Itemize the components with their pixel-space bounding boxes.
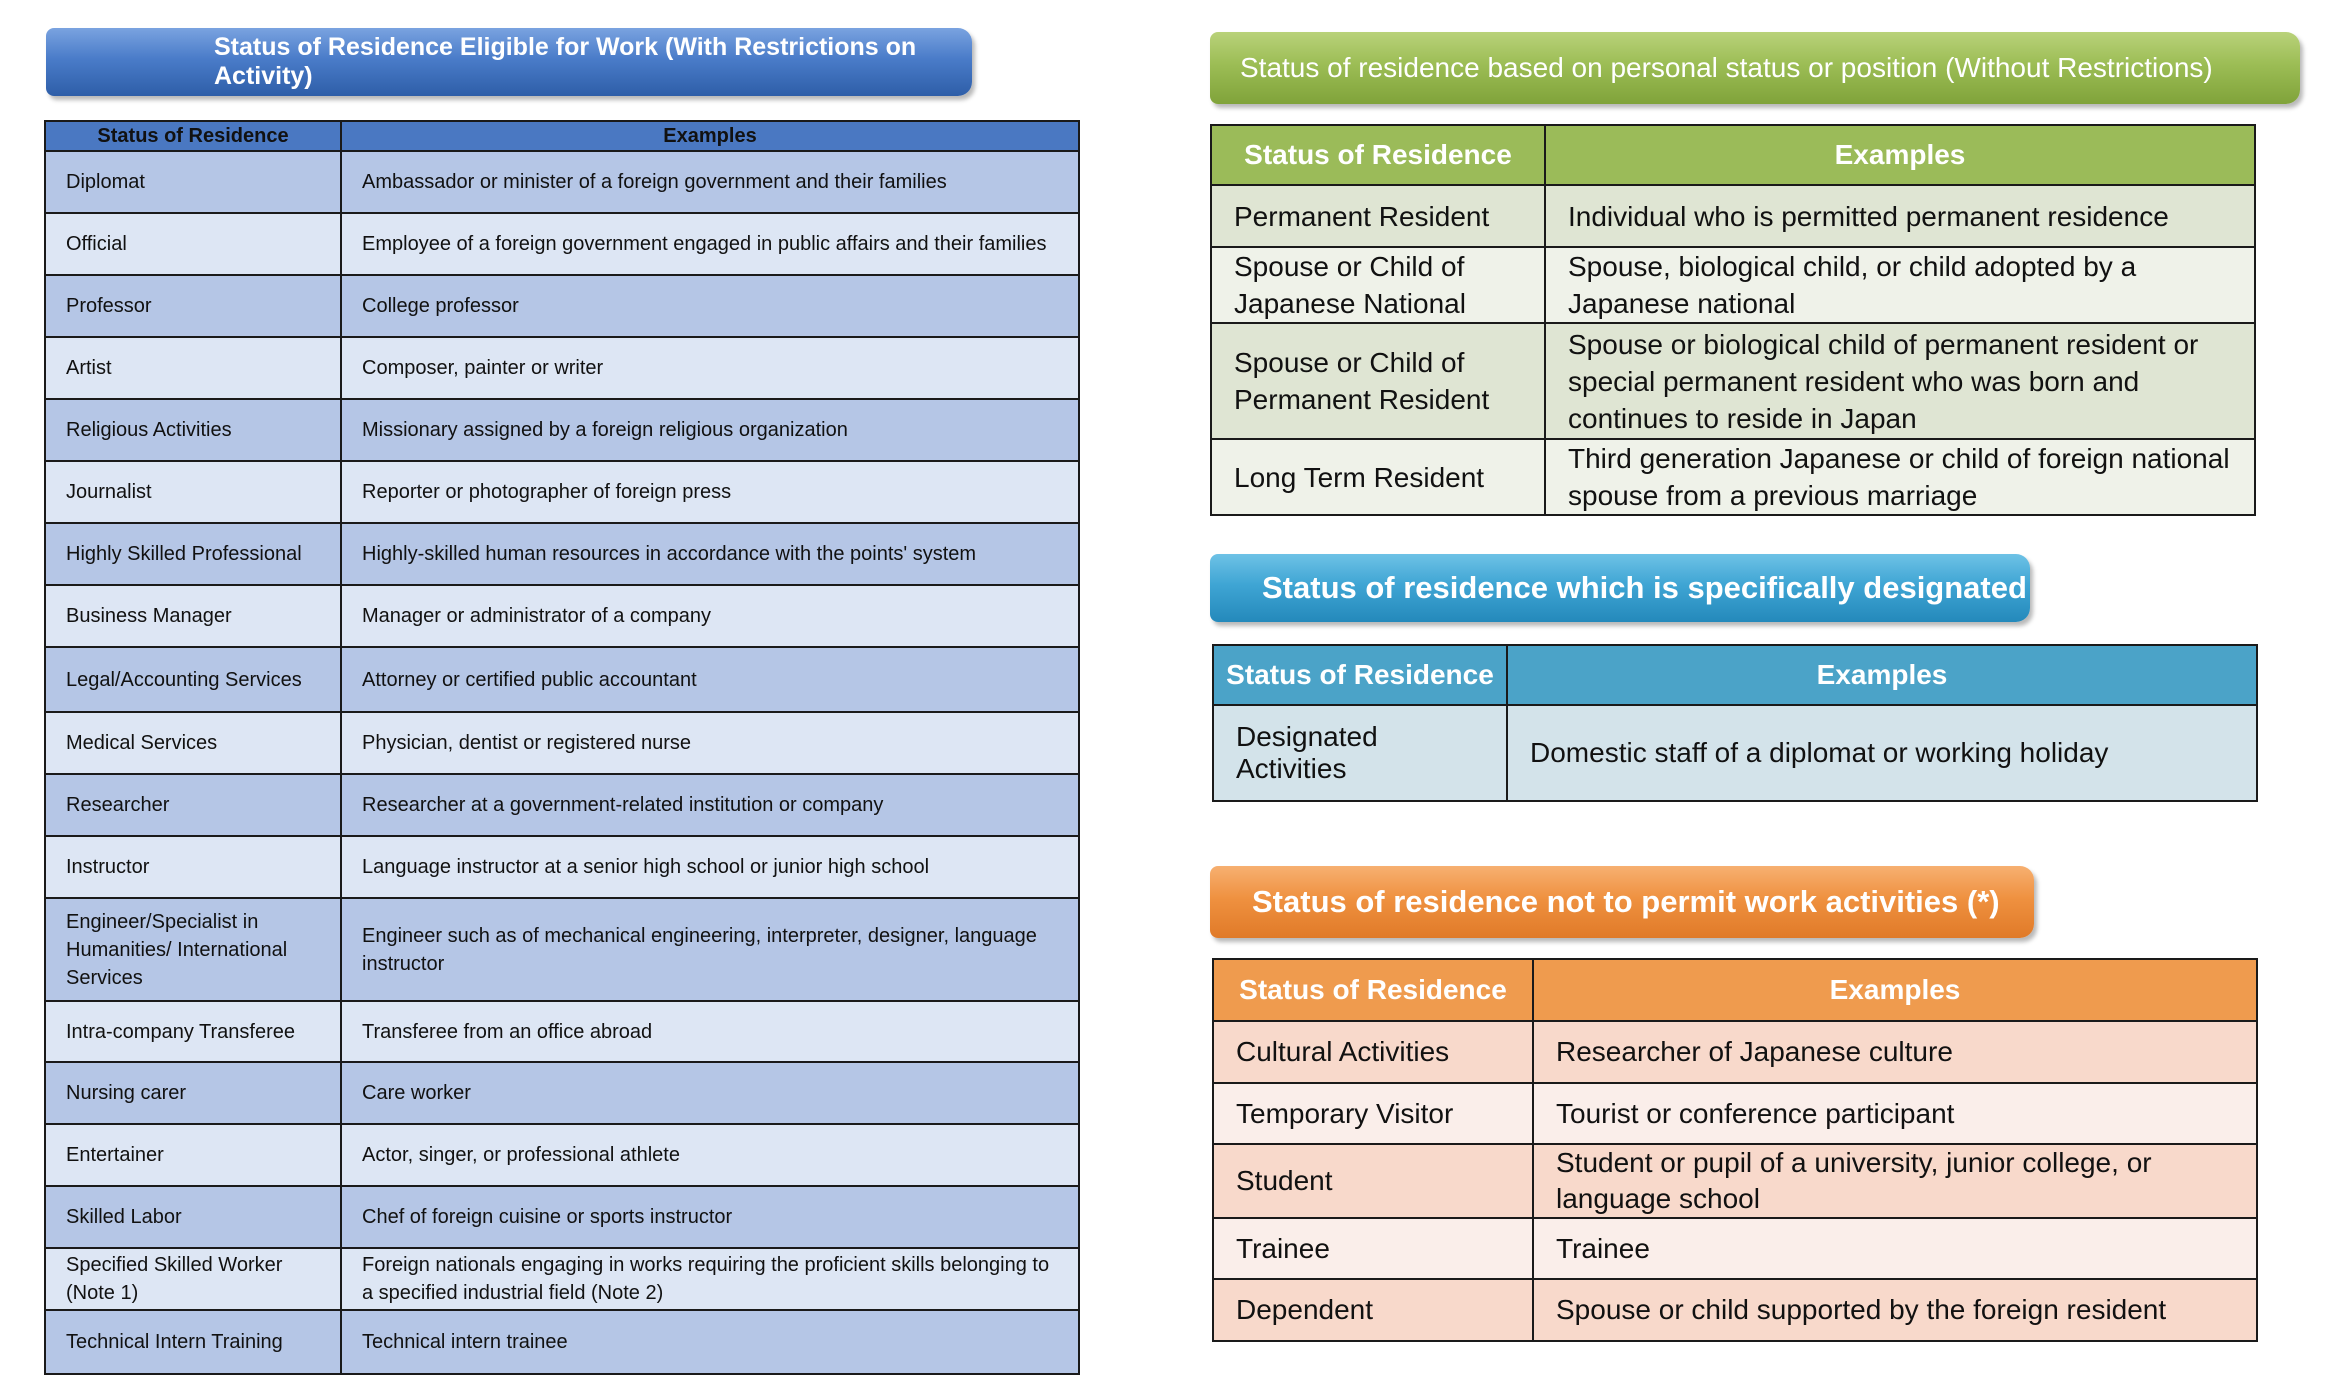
status-cell: Medical Services	[45, 712, 341, 774]
example-cell: Reporter or photographer of foreign press	[341, 461, 1079, 523]
status-cell: Specified Skilled Worker (Note 1)	[45, 1248, 341, 1310]
no-work-title: Status of residence not to permit work activities (*)	[1210, 866, 2034, 938]
column-header: Status of Residence	[45, 121, 341, 151]
example-cell: Actor, singer, or professional athlete	[341, 1124, 1079, 1186]
example-cell: Engineer such as of mechanical engineering, interpreter, designer, language instructor	[341, 898, 1079, 1001]
status-cell: Intra-company Transferee	[45, 1001, 341, 1062]
status-cell: Nursing carer	[45, 1062, 341, 1124]
table-row	[45, 1124, 1079, 1186]
table-row	[45, 151, 1079, 213]
example-cell: Attorney or certified public accountant	[341, 647, 1079, 712]
table-header-row	[1211, 125, 2255, 185]
status-cell: Religious Activities	[45, 399, 341, 461]
table-row	[1213, 1021, 2257, 1083]
table-row	[45, 523, 1079, 585]
table-row	[45, 647, 1079, 712]
table-row	[45, 399, 1079, 461]
example-cell: College professor	[341, 275, 1079, 337]
table-header-row	[1213, 959, 2257, 1021]
status-cell: Researcher	[45, 774, 341, 836]
status-cell: Designated Activities	[1213, 705, 1507, 801]
table-row	[1213, 705, 2257, 801]
example-cell: Technical intern trainee	[341, 1310, 1079, 1374]
example-cell: Manager or administrator of a company	[341, 585, 1079, 647]
status-cell: Official	[45, 213, 341, 275]
column-header: Status of Residence	[1213, 645, 1507, 705]
example-cell: Student or pupil of a university, junior college, or language school	[1533, 1144, 2257, 1218]
status-cell: Journalist	[45, 461, 341, 523]
table-row	[45, 774, 1079, 836]
column-header: Examples	[1545, 125, 2255, 185]
status-cell: Temporary Visitor	[1213, 1083, 1533, 1144]
example-cell: Care worker	[341, 1062, 1079, 1124]
example-cell: Spouse or child supported by the foreign resident	[1533, 1279, 2257, 1341]
example-cell: Individual who is permitted permanent residence	[1545, 185, 2255, 247]
table-row	[45, 712, 1079, 774]
status-cell: Cultural Activities	[1213, 1021, 1533, 1083]
status-cell: Skilled Labor	[45, 1186, 341, 1248]
table-row	[45, 1062, 1079, 1124]
example-cell: Highly-skilled human resources in accordance with the points' system	[341, 523, 1079, 585]
table-row	[45, 1248, 1079, 1310]
status-cell: Permanent Resident	[1211, 185, 1545, 247]
table-row	[45, 461, 1079, 523]
example-cell: Third generation Japanese or child of foreign national spouse from a previous marriage	[1545, 439, 2255, 515]
example-cell: Researcher at a government-related institution or company	[341, 774, 1079, 836]
status-cell: Student	[1213, 1144, 1533, 1218]
example-cell: Employee of a foreign government engaged in public affairs and their families	[341, 213, 1079, 275]
example-cell: Researcher of Japanese culture	[1533, 1021, 2257, 1083]
status-cell: Artist	[45, 337, 341, 399]
personal-status-title: Status of residence based on personal status or position (Without Restrictions)	[1210, 32, 2300, 104]
column-header: Status of Residence	[1211, 125, 1545, 185]
example-cell: Chef of foreign cuisine or sports instructor	[341, 1186, 1079, 1248]
example-cell: Transferee from an office abroad	[341, 1001, 1079, 1062]
table-row	[1213, 1279, 2257, 1341]
status-cell: Spouse or Child of Permanent Resident	[1211, 323, 1545, 439]
status-cell: Legal/Accounting Services	[45, 647, 341, 712]
table-row	[1211, 247, 2255, 323]
work-restricted-table	[44, 120, 1080, 1375]
no-work-table	[1212, 958, 2258, 1342]
table-row	[1213, 1218, 2257, 1279]
example-cell: Spouse or biological child of permanent resident or special permanent resident who was born and continues to reside in Japan	[1545, 323, 2255, 439]
status-cell: Entertainer	[45, 1124, 341, 1186]
table-row	[45, 898, 1079, 1001]
status-cell: Highly Skilled Professional	[45, 523, 341, 585]
table-row	[1213, 1144, 2257, 1218]
column-header: Examples	[1533, 959, 2257, 1021]
example-cell: Physician, dentist or registered nurse	[341, 712, 1079, 774]
table-row	[45, 275, 1079, 337]
status-cell: Long Term Resident	[1211, 439, 1545, 515]
status-cell: Business Manager	[45, 585, 341, 647]
status-cell: Professor	[45, 275, 341, 337]
table-row	[1211, 323, 2255, 439]
table-row	[45, 836, 1079, 898]
table-row	[1211, 439, 2255, 515]
table-row	[1213, 1083, 2257, 1144]
status-cell: Instructor	[45, 836, 341, 898]
personal-status-table	[1210, 124, 2256, 516]
column-header: Status of Residence	[1213, 959, 1533, 1021]
designated-table	[1212, 644, 2258, 802]
column-header: Examples	[1507, 645, 2257, 705]
example-cell: Language instructor at a senior high school or junior high school	[341, 836, 1079, 898]
work-restricted-title: Status of Residence Eligible for Work (With Restrictions on Activity)	[46, 28, 972, 96]
example-cell: Missionary assigned by a foreign religious organization	[341, 399, 1079, 461]
example-cell: Ambassador or minister of a foreign government and their families	[341, 151, 1079, 213]
example-cell: Composer, painter or writer	[341, 337, 1079, 399]
table-row	[45, 337, 1079, 399]
designated-title: Status of residence which is specifically designated	[1210, 554, 2030, 622]
status-cell: Dependent	[1213, 1279, 1533, 1341]
example-cell: Foreign nationals engaging in works requiring the proficient skills belonging to a specified industrial field (Note 2)	[341, 1248, 1079, 1310]
example-cell: Trainee	[1533, 1218, 2257, 1279]
table-header-row	[45, 121, 1079, 151]
status-cell: Technical Intern Training	[45, 1310, 341, 1374]
status-cell: Spouse or Child of Japanese National	[1211, 247, 1545, 323]
table-row	[45, 1186, 1079, 1248]
table-row	[45, 1310, 1079, 1374]
status-cell: Engineer/Specialist in Humanities/ International Services	[45, 898, 341, 1001]
table-row	[45, 1001, 1079, 1062]
status-cell: Diplomat	[45, 151, 341, 213]
table-row	[45, 213, 1079, 275]
column-header: Examples	[341, 121, 1079, 151]
table-row	[1211, 185, 2255, 247]
status-cell: Trainee	[1213, 1218, 1533, 1279]
table-row	[45, 585, 1079, 647]
example-cell: Tourist or conference participant	[1533, 1083, 2257, 1144]
example-cell: Spouse, biological child, or child adopted by a Japanese national	[1545, 247, 2255, 323]
example-cell: Domestic staff of a diplomat or working holiday	[1507, 705, 2257, 801]
table-header-row	[1213, 645, 2257, 705]
